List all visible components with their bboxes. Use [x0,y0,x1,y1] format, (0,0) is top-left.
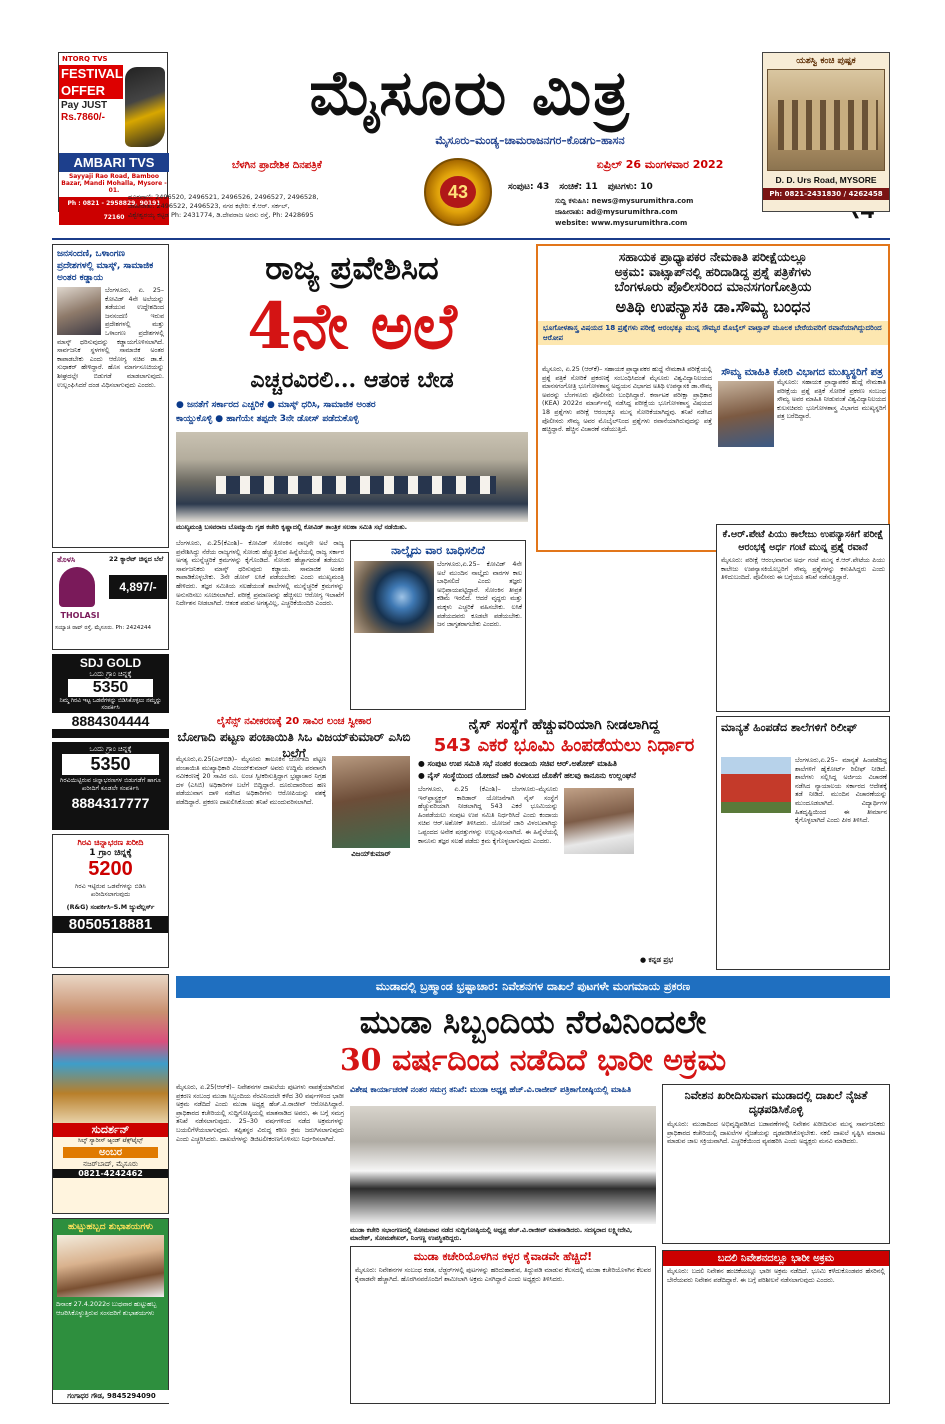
nice-bullet-2: ● ನೈಸ್ ಸಂಸ್ಥೆಯಿಂದ ಯೋಜನೆ ಜಾರಿ ವಿಳಂಬದ ಜೊತೆಗೆ ಹಲವು ಕಾನೂನು ಉಲ್ಲಂಘನೆ [418,771,636,780]
officer-photo [332,756,410,848]
heritage-headline: ಮಾನ್ಯತೆ ಹಿಂಪಡೆದ ಶಾಲೆಗಳಿಗೆ ರಿಲೀಫ್ [721,721,858,734]
inset-box [350,540,526,710]
heritage-story [716,716,890,970]
ad-tholasi[interactable] [52,552,169,650]
phones-line-1: ದೂರವಾಣಿ: 2496520, 2496521, 2496526, 2496527, 2496528, [128,193,319,201]
issue: ಸಂಚಿಕೆ: 11 [559,182,598,192]
kr-body: ಮೈಸೂರು: ಪರೀಕ್ಷೆ ಆರಂಭವಾಗುವ ಅರ್ಧ ಗಂಟೆ ಮುನ್ನ ಕೆ.ಆರ್.ಪೇಟೆಯ ಪಿಯು ಕಾಲೇಜು ಉಪನ್ಯಾಸಕಿಯೊಬ್ಬರಿಗೆ ಸೌಮ್ಯ ಪ್ರಶ್ನೆಗಳನ್ನು ಕಳುಹಿಸಿದ್ದರು ಎಂದು ತಿಳಿದುಬಂದಿದೆ. ಪೊಲೀಸರು ಈ ಬಗ್ಗೆಯೂ ತನಿಖೆ ನಡೆಸುತ್ತಿದ್ದಾರೆ. [721,557,885,582]
bribe-story [176,716,412,970]
ad4-brand: (R&G) ಸಂಪರ್ಕಿಸಿ–S.M ಜ್ಯುವೆಲ್ಲರ್ಸ್ [66,903,155,911]
bribe-headline: ಬೋಗಾದಿ ಪಟ್ಟಣ ಪಂಚಾಯಿತಿ ಸಿಒ ವಿಜಯ್‌ಕುಮಾರ್ ಎಸಿಬಿ ಬಲೆಗೆ [177,730,411,760]
email-ad[interactable]: ಜಾಹೀರಾತು: ad@mysurumithra.com [555,208,678,216]
tholasi-name: THOLASI [60,611,100,620]
meeting-caption: ಮುಖ್ಯಮಂತ್ರಿ ಬಸವರಾಜ ಬೊಮ್ಮಾಯಿ ಗೃಹ ಕಚೇರಿ ಕೃಷ್ಣಾದಲ್ಲಿ ಕೋವಿಡ್ ತಾಂತ್ರಿಕ ಸಲಹಾ ಸಮಿತಿ ಸಭೆ ನಡೆಯಿತು. [176,523,408,531]
muda-right-box-body: ಮೈಸೂರು: ಬದಲಿ ನಿವೇಶನ ಹಂಚಿಕೆಯಲ್ಲೂ ಭಾರೀ ಅಕ್ರಮ ನಡೆದಿದೆ. ಭೂಮಿ ಕಳೆದುಕೊಂಡವರ ಹೆಸರಿನಲ್ಲಿ ಬೇರೆಯವರು ನಿವೇಶನ ಪಡೆದಿದ್ದಾರೆ. ಈ ಬಗ್ಗೆ ಪರಿಶೀಲನೆ ನಡೆಸಲಾಗುವುದು ಎಂದರು. [667,1268,885,1284]
ad-offer: OFFER [59,82,123,99]
sdj-desc: ನಿಮ್ಮ ಗಿರವಿ ಇಟ್ಟ ಒಡವೆಗಳನ್ನು ಬಿಡಿಸಿಕೊಳ್ಳಲು ನಮ್ಮನ್ನು ಸಂಪರ್ಕಿಸಿ [59,698,162,711]
muda-right [662,1084,890,1244]
ad-price: Rs.7860/- [61,112,105,123]
heritage-body: ಬೆಂಗಳೂರು,ಏ.25– ಮಾನ್ಯತೆ ಹಿಂಪಡೆದಿದ್ದ ಶಾಲೆಗಳಿಗೆ ಹೈಕೋರ್ಟ್ ರಿಲೀಫ್ ನೀಡಿದೆ. ಶಾಲೆಗಳು ಸಲ್ಲಿಸಿದ್ದ ಅರ್ಜಿಯ ವಿಚಾರಣೆ ನಡೆಸಿದ ನ್ಯಾಯಾಲಯ ಸರ್ಕಾರದ ಆದೇಶಕ್ಕೆ ತಡೆ ನೀಡಿದೆ. ಮುಂದಿನ ವಿಚಾರಣೆಯನ್ನು ಮುಂದೂಡಲಾಗಿದೆ. ವಿದ್ಯಾರ್ಥಿಗಳ ಹಿತದೃಷ್ಟಿಯಿಂದ ಈ ತೀರ್ಮಾನ ಕೈಗೊಳ್ಳಲಾಗಿದೆ ಎಂದು ಪೀಠ ತಿಳಿಸಿದೆ. [795,757,887,825]
heritage-photo [721,757,791,813]
muda-box-headline: ಮುಡಾ ಕಚೇರಿಯೊಳಗಿನ ಕಳ್ಳರ ಕೈವಾಡವೇ ಹೆಚ್ಚಿದೆ! [413,1250,593,1263]
sudarshan-loc: ನಜರ್‌ಬಾದ್, ಮೈಸೂರು [83,1160,138,1168]
muda-body: ಮೈಸೂರು, ಏ.25(ಆರ್‌ಕೆ)– ನಿವೇಶನಗಳ ದಾಖಲೆಯ ಪುಟಗಳು ನಾಪತ್ತೆಯಾಗಿರುವ ಪ್ರಕರಣ ಸಂಬಂಧ ಮುಡಾ ಸಿಬ್ಬಂದಿಯ ನೆರವಿನಿಂದಲೇ ಕಳೆದ 30 ವರ್ಷಗಳಿಂದ ಭಾರೀ ಅಕ್ರಮ ನಡೆದಿದೆ ಎಂದು ಮುಡಾ ಅಧ್ಯಕ್ಷ ಹೆಚ್.ವಿ.ರಾಜೀವ್ ಆರೋಪಿಸಿದ್ದಾರೆ. ಪ್ರಾಧಿಕಾರದ ಕಚೇರಿಯಲ್ಲಿ ಸುದ್ದಿಗೋಷ್ಠಿಯಲ್ಲಿ ಮಾತನಾಡಿದ ಅವರು, ಈ ಬಗ್ಗೆ ಸಮಗ್ರ ತನಿಖೆ ನಡೆಸಲಾಗುವುದು. 25–30 ವರ್ಷಗಳಿಂದ ನಡೆದ ಅಕ್ರಮಗಳನ್ನು ಬಯಲಿಗೆಳೆಯಲಾಗುವುದು. ತಪ್ಪಿತಸ್ಥರ ವಿರುದ್ಧ ಕಠಿಣ ಕ್ರಮ ಜರುಗಿಸಲಾಗುವುದು ಎಂದು ಎಚ್ಚರಿಸಿದರು. ದಾಖಲೆಗಳನ್ನು ಡಿಜಿಟಲೀಕರಣಗೊಳಿಸಲು ನಿರ್ಧರಿಸಲಾಗಿದೆ. [176,1084,344,1143]
press-photo [350,1106,656,1224]
muda-box [350,1246,656,1404]
muda-right-box-headline: ಬದಲಿ ನಿವೇಶನದಲ್ಲೂ ಭಾರೀ ಅಕ್ರಮ [663,1251,889,1266]
leader-photo [57,1235,164,1297]
letter-headline: ಸೌಮ್ಯ ಮಾಹಿತಿ ಕೋರಿ ವಿಭಾಗದ ಮುಖ್ಯಸ್ಥರಿಗೆ ಪತ್ರ [721,367,883,378]
sudarshan-sub: ಸಿಲ್ಕ್ ಸ್ಯಾರೀಸ್ ಆ್ಯಂಡ್ ಟೆಕ್ಸ್‌ಟೈಲ್ಸ್ [77,1137,144,1144]
nice-body: ಬೆಂಗಳೂರು, ಏ.25 (ಕೆಎಂಶಿ)– ಬೆಂಗಳೂರು–ಮೈಸೂರು ಇನ್‌ಫ್ರಾಸ್ಟ್ರಕ್ಚರ್ ಕಾರಿಡಾರ್ ಯೋಜನೆಗಾಗಿ ನೈಸ್ ಸಂಸ್ಥೆಗೆ ಹೆಚ್ಚುವರಿಯಾಗಿ ನೀಡಲಾಗಿದ್ದ 543 ಎಕರೆ ಭೂಮಿಯನ್ನು ಹಿಂಪಡೆಯಲು ಸಂಪುಟ ಉಪ ಸಮಿತಿ ನಿರ್ಧರಿಸಿದೆ ಎಂದು ಕಂದಾಯ ಸಚಿವ ಆರ್.ಅಶೋಕ್ ತಿಳಿಸಿದರು. ಯೋಜನೆ ಜಾರಿ ವಿಳಂಬವಾಗಿದ್ದು ಒಪ್ಪಂದದ ಅನೇಕ ಷರತ್ತುಗಳನ್ನು ಉಲ್ಲಂಘಿಸಲಾಗಿದೆ. ಈ ಹಿನ್ನೆಲೆಯಲ್ಲಿ ಕಾನೂನು ತಜ್ಞರ ಸಲಹೆ ಪಡೆದು ಕ್ರಮ ಕೈಗೊಳ್ಳಲಾಗುವುದು ಎಂದರು. [418,786,558,845]
muda-banner: ಮುಡಾದಲ್ಲಿ ಬ್ರಹ್ಮಾಂಡ ಭ್ರಷ್ಟಾಚಾರ: ನಿವೇಶನಗಳ ದಾಖಲೆ ಪುಟಗಳೇ ಮಂಗಮಾಯ ಪ್ರಕರಣ [176,976,890,998]
sdj-phone[interactable]: 8884304444 [52,713,169,729]
right-lead-line3: ಬೆಂಗಳೂರು ಪೊಲೀಸರಿಂದ ಮಾನಸಗಂಗೋತ್ರಿಯ [614,280,812,295]
sudarshan-name: ಸುದರ್ಶನ್ [53,1123,168,1137]
lead-bullets [176,398,528,426]
masthead-regions: ಮೈಸೂರು–ಮಂಡ್ಯ–ಚಾಮರಾಜನಗರ–ಕೊಡಗು–ಹಾಸನ [435,134,625,147]
right-lead [536,244,890,552]
sdj-line1: ಒಂದು ಗ್ರಾಂ ಚಿನ್ನಕ್ಕೆ [89,670,132,678]
email-news[interactable]: ಸುದ್ದಿ ಕಳುಹಿಸಿ: news@mysurumithra.com [555,197,694,205]
nice-kicker: ನೈಸ್ ಸಂಸ್ಥೆಗೆ ಹೆಚ್ಚುವರಿಯಾಗಿ ನೀಡಲಾಗಿದ್ದ [468,717,660,733]
scooter-image [125,67,165,147]
ad3-desc: ಗಿರವಿಯಿಟ್ಟಿರುವ ಚಿನ್ನಾಭರಣಗಳ ಬಿಡುಗಡೆಗೆ ಹಾಗೂ ಖರೀದಿಗೆ ಕೂಡಲೇ ಸಂಪರ್ಕಿಸಿ [59,777,162,792]
masthead-rule [52,238,890,240]
bribe-body: ಮೈಸೂರು,ಏ.25(ಎಸ್‌ಬಿಡಿ)– ಮೈಸೂರು ತಾಲೂಕಿನ ಬೋಗಾದಿ ಪಟ್ಟಣ ಪಂಚಾಯಿತಿ ಮುಖ್ಯಾಧಿಕಾರಿ ವಿಜಯ್‌ಕುಮಾರ್ ಅವರು ಉದ್ದಿಮೆ ಪರವಾನಗಿ ನವೀಕರಣಕ್ಕೆ 20 ಸಾವಿರ ರೂ. ಲಂಚ ಸ್ವೀಕರಿಸುತ್ತಿದ್ದಾಗ ಭ್ರಷ್ಟಾಚಾರ ನಿಗ್ರಹ ದಳ (ಎಸಿಬಿ) ಅಧಿಕಾರಿಗಳ ಬಲೆಗೆ ಬಿದ್ದಿದ್ದಾರೆ. ದೂರುದಾರರಿಂದ ಹಣ ಪಡೆಯುವಾಗ ದಾಳಿ ನಡೆಸಿದ ಅಧಿಕಾರಿಗಳು ಆರೋಪಿಯನ್ನು ವಶಕ್ಕೆ ಪಡೆದಿದ್ದಾರೆ. ಪ್ರಕರಣ ದಾಖಲಿಸಿಕೊಂಡು ತನಿಖೆ ಮುಂದುವರಿಸಲಾಗಿದೆ. [176,756,326,806]
minister-photo [564,788,634,854]
ad-gold-2[interactable] [52,742,169,830]
ad-birthday [52,1218,169,1404]
right-lead-kicker: ಸಹಾಯಕ ಪ್ರಾಧ್ಯಾಪಕರ ನೇಮಕಾತಿ ಪರೀಕ್ಷೆಯಲ್ಲೂ [618,250,808,264]
inset-headline: ನಾಲ್ಕೈದು ವಾರ ಬಾಧಿಸಲಿದೆ [391,544,485,557]
anniversary-number: 43 [440,176,476,208]
ambar-logo: ಅಂಬರ [63,1147,158,1158]
lead-body: ಬೆಂಗಳೂರು, ಏ.25(ಕೆಎಂಶಿ)– ಕೋವಿಡ್ ಸೋಂಕಿನ ನಾಲ್ಕನೇ ಅಲೆ ರಾಜ್ಯ ಪ್ರವೇಶಿಸಿದ್ದು ನೆರೆಯ ರಾಜ್ಯಗಳಲ್ಲಿ ಸೋಂಕು ಹೆಚ್ಚುತ್ತಿರುವ ಹಿನ್ನೆಲೆಯಲ್ಲಿ ರಾಜ್ಯ ಸರ್ಕಾರ ಅಗತ್ಯ ಮುನ್ನೆಚ್ಚರಿಕೆ ಕ್ರಮಗಳನ್ನು ಕೈಗೊಂಡಿದೆ. ಸೋಂಕು ಹೆಚ್ಚಾಗದಂತೆ ತಡೆಯಲು ಸಾರ್ವಜನಿಕರು ಮಾಸ್ಕ್ ಧರಿಸುವುದು ಕಡ್ಡಾಯ. ಸಾಮಾಜಿಕ ಅಂತರ ಕಾಪಾಡಿಕೊಳ್ಳಬೇಕು. 3ನೇ ಡೋಸ್ ಲಸಿಕೆ ಪಡೆಯಬೇಕು ಎಂದು ಮುಖ್ಯಮಂತ್ರಿ ಹೇಳಿದರು. ತಜ್ಞರ ಸಮಿತಿಯ ಸಲಹೆಯಂತೆ ಶಾಲೆಗಳಲ್ಲಿ ಮುನ್ನೆಚ್ಚರಿಕೆ ಕ್ರಮಗಳನ್ನು ಅನುಸರಿಸಲು ಸೂಚಿಸಲಾಗಿದೆ. ಪರೀಕ್ಷೆ ಪ್ರಮಾಣವನ್ನು ಹೆಚ್ಚಿಸಲು ಆರೋಗ್ಯ ಇಲಾಖೆಗೆ ನಿರ್ದೇಶನ ನೀಡಲಾಗಿದೆ. ಆತಂಕ ಪಡುವ ಅಗತ್ಯವಿಲ್ಲ, ಎಚ್ಚರಿಕೆಯಿಂದಿರಿ ಎಂದರು. [176,540,344,608]
tholasi-addr: ಸಯ್ಯಾಜಿ ರಾವ್ ರಸ್ತೆ, ಮೈಸೂರು. Ph: 2424244 [55,625,151,631]
ad4-title: ಗಿರವಿ ಚಿನ್ನಾಭರಣ ಖರೀದಿ [77,838,144,847]
masthead-contacts [555,196,775,229]
muda-subhead: ವಿಶೇಷ ಕಾರ್ಯಾಚರಣೆ ನಂತರ ಸಮಗ್ರ ತನಿಖೆ: ಮುಡಾ ಅಧ್ಯಕ್ಷ ಹೆಚ್.ವಿ.ರಾಜೀವ್ ಪತ್ರಿಕಾಗೋಷ್ಠಿಯಲ್ಲಿ ಮಾಹಿತಿ [350,1085,632,1094]
virus-photo [354,561,434,633]
letter-body: ಮೈಸೂರು: ಸಹಾಯಕ ಪ್ರಾಧ್ಯಾಪಕರ ಹುದ್ದೆ ನೇಮಕಾತಿ ಪರೀಕ್ಷೆಯ ಪ್ರಶ್ನೆ ಪತ್ರಿಕೆ ಸೋರಿಕೆ ಪ್ರಕರಣ ಸಂಬಂಧ ಸೌಮ್ಯ ಅವರ ಮಾಹಿತಿ ನೀಡುವಂತೆ ವಿಶ್ವವಿದ್ಯಾನಿಲಯದ ಕುಲಸಚಿವರು ಭೂಗೋಳಶಾಸ್ತ್ರ ವಿಭಾಗದ ಮುಖ್ಯಸ್ಥರಿಗೆ ಪತ್ರ ಬರೆದಿದ್ದಾರೆ. [777,379,886,421]
masthead-date: ಏಪ್ರಿಲ್ 26 ಮಂಗಳವಾರ 2022 [596,158,724,171]
muda-headline-1: ಮುಡಾ ಸಿಬ್ಬಂದಿಯ ನೆರವಿನಿಂದಲೇ [359,1003,707,1041]
website-link[interactable]: website: www.mysurumithra.com [555,219,688,227]
officer-caption: ವಿಜಯ್‌ಕುಮಾರ್ [351,850,391,858]
right-lead-line2: ಅಕ್ರಮ: ವಾಟ್ಸಾಪ್‌ನಲ್ಲಿ ಹರಿದಾಡಿದ್ದ ಪ್ರಶ್ನೆ ಪತ್ರಿಕೆಗಳು [614,265,812,279]
right-lead-body: ಮೈಸೂರು, ಏ.25 (ಆರ್‌ಕೆ)– ಸಹಾಯಕ ಪ್ರಾಧ್ಯಾಪಕರ ಹುದ್ದೆ ನೇಮಕಾತಿ ಪರೀಕ್ಷೆಯಲ್ಲಿ ಪ್ರಶ್ನೆ ಪತ್ರಿಕೆ ಸೋರಿಕೆ ಪ್ರಕರಣಕ್ಕೆ ಸಂಬಂಧಿಸಿದಂತೆ ಮೈಸೂರು ವಿಶ್ವವಿದ್ಯಾನಿಲಯದ ಮಾನಸಗಂಗೋತ್ರಿ ಭೂಗೋಳಶಾಸ್ತ್ರ ಅಧ್ಯಯನ ವಿಭಾಗದ ಅತಿಥಿ ಉಪನ್ಯಾಸಕಿ ಡಾ.ಸೌಮ್ಯ ಅವರನ್ನು ಬೆಂಗಳೂರು ಪೊಲೀಸರು ಬಂಧಿಸಿದ್ದಾರೆ. ಕರ್ನಾಟಕ ಪರೀಕ್ಷಾ ಪ್ರಾಧಿಕಾರ (KEA) 2022ರ ಮಾರ್ಚ್‌ನಲ್ಲಿ ನಡೆಸಿದ್ದ ಪರೀಕ್ಷೆಯ ಭೂಗೋಳಶಾಸ್ತ್ರ ವಿಷಯದ 18 ಪ್ರಶ್ನೆಗಳು ಪರೀಕ್ಷೆ ಆರಂಭಕ್ಕೂ ಮುನ್ನ ಸೋರಿಕೆಯಾಗಿದ್ದವು. ತನಿಖೆ ನಡೆಸಿದ ಪೊಲೀಸರು ಸೌಮ್ಯ ಅವರ ಮೊಬೈಲ್‌ನಿಂದ ಪ್ರಶ್ನೆಗಳು ರವಾನೆಯಾಗಿರುವುದನ್ನು ಪತ್ತೆ ಹಚ್ಚಿದ್ದಾರೆ. ಹೆಚ್ಚಿನ ವಿಚಾರಣೆ ನಡೆಯುತ್ತಿದೆ. [542,366,712,434]
muda-box-body: ಮೈಸೂರು: ನಿವೇಶನಗಳ ಸಂಬಂಧ ಕಡತ, ಲೆಡ್ಜರ್‌ಗಳಲ್ಲಿ ಪುಟಗಳನ್ನು ಹರಿದುಹಾಕುವ, ತಿದ್ದುಪಡಿ ಮಾಡುವ ಕೆಲಸದಲ್ಲಿ ಮುಡಾ ಕಚೇರಿಯೊಳಗಿನ ಕೆಲವರ ಕೈವಾಡವೇ ಹೆಚ್ಚಾಗಿದೆ. ಹೊರಗಿನವರೊಂದಿಗೆ ಶಾಮೀಲಾಗಿ ಅಕ್ರಮ ಎಸಗಿದ್ದಾರೆ ಎಂದು ಅಧ್ಯಕ್ಷರು ತಿಳಿಸಿದರು. [355,1267,651,1283]
bday-body: ದಿನಾಂಕ 27.4.2022ರ ಬುಧವಾರ ಹುಟ್ಟುಹಬ್ಬ ಆಚರಿಸಿಕೊಳ್ಳುತ್ತಿರುವ ಸಂಸದರಿಗೆ ಶುಭಾಶಯಗಳು [56,1300,157,1317]
ad3-price: 5350 [62,754,159,775]
left-brief [52,244,169,548]
professor-photo [718,381,774,447]
sudarshan-phone[interactable]: 0821-4242462 [53,1169,168,1178]
ad-right-top[interactable] [762,52,890,212]
ad-festival: FESTIVAL [61,66,123,81]
ad-address: Sayyaji Rao Road, Bamboo Bazar, Mandi Mohalla, Mysore - 01. [61,173,167,194]
right-lead-summary: ಭೂಗೋಳಶಾಸ್ತ್ರ ವಿಷಯದ 18 ಪ್ರಶ್ನೆಗಳು ಪರೀಕ್ಷೆ ಆರಂಭಕ್ಕೂ ಮುನ್ನ ಸೌಮ್ಯರ ಮೊಬೈಲ್ ವಾಟ್ಸಾಪ್ ಮೂಲಕ ಬೇರೆಯವರಿಗೆ ರವಾನೆಯಾಗಿದ್ದುದರಿಂದ ಆರೋಪ [538,321,888,345]
lead-kicker: ರಾಜ್ಯ ಪ್ರವೇಶಿಸಿದ [265,249,439,287]
lead-bullet-1: ● ಜನತೆಗೆ ಸರ್ಕಾರದ ಎಚ್ಚರಿಕೆ ● ಮಾಸ್ಕ್ ಧರಿಸಿ, ಸಾಮಾಜಿಕ ಅಂತರ [176,400,376,410]
building-image [767,69,885,171]
kr-college [716,524,890,712]
sdj-price: 5350 [68,679,153,697]
ad4-line: 1 ಗ್ರಾಂ ಚಿನ್ನಕ್ಕೆ [89,848,132,858]
lead-bullet-2: ಕಾಯ್ದುಕೊಳ್ಳಿ ● ಹಾಗೆಯೇ ತಪ್ಪದೇ 3ನೇ ಡೋಸ್ ಪಡೆದುಕೊಳ್ಳಿ [176,414,359,424]
tholasi-logo [59,567,95,607]
muda-headline-2: 30 ವರ್ಷದಿಂದ ನಡೆದಿದೆ ಭಾರೀ ಅಕ್ರಮ [339,1043,727,1078]
bday-title: ಹುಟ್ಟುಹಬ್ಬದ ಶುಭಾಶಯಗಳು [67,1222,154,1232]
phones-line-2: ಜಾಹೀರಾತು: 2496522, 2496523, ನಗರ ಕಛೇರಿ: ಕೆ.ಆರ್. ಸರ್ಕಲ್, [128,202,290,210]
lead-deck: ಎಚ್ಚರವಿರಲಿ... ಆತಂಕ ಬೇಡ [250,367,454,393]
ad4-phone[interactable]: 8050518881 [53,916,168,933]
ad-dealer: AMBARI TVS [59,153,169,172]
kr-headline: ಕೆ.ಆರ್.ಪೇಟೆ ಪಿಯು ಕಾಲೇಜು ಉಪನ್ಯಾಸಕಿಗೆ ಪರೀಕ್ಷೆ ಆರಂಭಕ್ಕೆ ಅರ್ಧ ಗಂಟೆ ಮುನ್ನ ಪ್ರಶ್ನೆ ರವಾನೆ [722,529,884,553]
tholasi-note: 22 ಕ್ಯಾರೆಟ್ ಚಿನ್ನದ ಬೆಲೆ [109,555,164,563]
ad4-desc: ಗಿರವಿ ಇಟ್ಟಿರುವ ಒಡವೆಗಳನ್ನು ಬಿಡಿಸಿ ಖರೀದಿಸಲಾಗುವುದು [75,883,146,898]
bday-footer: ಗಂಗಾಧರ ಗೌಡ, 9845294090 [53,1390,170,1403]
ad-left-top[interactable] [58,52,168,221]
anniversary-emblem [424,158,492,226]
ad-gold-3[interactable] [52,834,169,968]
letter-box [718,366,886,492]
meeting-photo [176,432,528,522]
masthead-volume-row [508,182,768,192]
ad-right-name: ಯಶಸ್ವಿ ಕಂಚಿ ಪುಷ್ಪಕ [796,56,856,66]
ad-brand: NTORQ TVS [62,55,108,63]
muda-right-headline: ನಿವೇಶನ ಖರೀದಿಸುವಾಗ ಮುಡಾದಲ್ಲಿ ದಾಖಲೆ ನೈಜತೆ ದೃಢಪಡಿಸಿಕೊಳ್ಳಿ [684,1089,868,1116]
ad-pay: Pay JUST [61,100,108,111]
inset-body: ಬೆಂಗಳೂರು,ಏ.25– ಕೋವಿಡ್ 4ನೇ ಅಲೆ ಮುಂದಿನ ನಾಲ್ಕೈದು ವಾರಗಳ ಕಾಲ ಬಾಧಿಸಲಿದೆ ಎಂದು ತಜ್ಞರು ಅಭಿಪ್ರಾಯಪಟ್ಟಿದ್ದಾರೆ. ಸೋಂಕಿನ ತೀವ್ರತೆ ಕಡಿಮೆ ಇರಲಿದೆ. ಆದರೆ ವೃದ್ಧರು ಮತ್ತು ಮಕ್ಕಳು ಎಚ್ಚರಿಕೆ ವಹಿಸಬೇಕು. ಲಸಿಕೆ ಪಡೆಯದವರು ಕೂಡಲೇ ಪಡೆಯಬೇಕು. ಜನ ಜಾಗೃತರಾಗಬೇಕು ಎಂದರು. [437,561,522,629]
left-brief-body: ಬೆಂಗಳೂರು, ಏ. 25– ಕೋವಿಡ್ 4ನೇ ಅಲೆಯನ್ನು ತಡೆಯುವ ಉದ್ದೇಶದಿಂದ ಜನಸಂದಣಿ ಇರುವ ಪ್ರದೇಶಗಳಲ್ಲಿ ಮತ್ತು ಒಳಾಂಗಣ ಪ್ರದೇಶಗಳಲ್ಲಿ ಮಾಸ್ಕ್ ಧರಿಸುವುದನ್ನು ಕಡ್ಡಾಯಗೊಳಿಸಲಾಗಿದೆ. ಸಾರ್ವಜನಿಕ ಸ್ಥಳಗಳಲ್ಲಿ ಸಾಮಾಜಿಕ ಅಂತರ ಕಾಪಾಡಬೇಕು ಎಂದು ಆರೋಗ್ಯ ಸಚಿವ ಡಾ.ಕೆ. ಸುಧಾಕರ್ ಹೇಳಿದ್ದಾರೆ. ಹೊಸ ಮಾರ್ಗಸೂಚಿಯನ್ನು ಶೀಘ್ರದಲ್ಲೇ ಬಿಡುಗಡೆ ಮಾಡಲಾಗುವುದು. ಉಲ್ಲಂಘಿಸಿದರೆ ದಂಡ ವಿಧಿಸಲಾಗುವುದು ಎಂದರು. [57,287,164,389]
nice-byline: ● ಕನ್ನಡ ಪ್ರಭ [640,956,674,964]
pages: ಪುಟಗಳು: 10 [607,182,653,192]
left-brief-headline: ಜನಸಂದಣಿ, ಒಳಾಂಗಣ ಪ್ರದೇಶಗಳಲ್ಲಿ ಮಾಸ್ಕ್, ಸಾಮಾಜಿಕ ಅಂತರ ಕಡ್ಡಾಯ [57,249,154,283]
masthead-tagline: ಬೆಳಗಿನ ಪ್ರಾದೇಶಿಕ ದಿನಪತ್ರಿಕೆ [232,160,322,171]
ad-sudarshan[interactable] [52,974,169,1214]
ad-right-address: D. D. Urs Road, MYSORE [775,175,877,185]
ad3-phone[interactable]: 8884317777 [71,795,150,811]
masthead-title: ಮೈಸೂರು ಮಿತ್ರ [309,56,631,129]
ad4-price: 5200 [88,858,133,880]
ad3-line1: ಒಂದು ಗ್ರಾಂ ಚಿನ್ನಕ್ಕೆ [89,745,132,753]
nice-headline: 543 ಎಕರೆ ಭೂಮಿ ಹಿಂಪಡೆಯಲು ನಿರ್ಧಾರ [433,735,695,756]
right-lead-headline: ಅತಿಥಿ ಉಪನ್ಯಾಸಕಿ ಡಾ.ಸೌಮ್ಯ ಬಂಧನ [615,297,811,316]
nice-story [418,716,710,970]
masthead-phones [128,193,428,223]
phones-line-3: ವಿಶ್ವೇಶ್ವರಯ್ಯ ಕಟ್ಟಡ Ph: 2431774, ಡಿ.ದೇವರಾಜ ಅರಸು ರಸ್ತೆ, Ph: 2428695 [128,211,314,219]
left-brief-photo [57,287,101,335]
press-caption: ಮುಡಾ ಕಚೇರಿ ಸಭಾಂಗಣದಲ್ಲಿ ಸೋಮವಾರ ನಡೆದ ಸುದ್ದಿಗೋಷ್ಠಿಯಲ್ಲಿ ಅಧ್ಯಕ್ಷ ಹೆಚ್.ವಿ.ರಾಜೀವ್ ಮಾತನಾಡಿದರು. ಸದಸ್ಯರಾದ ಲಕ್ಷ್ಮೀದೇವಿ, ಮಾದೇಶ್, ಸೋಮಶೇಖರ್, ನಿಂಗಣ್ಣ ಉಪಸ್ಥಿತರಿದ್ದರು. [350,1226,633,1242]
tholasi-price: 4,897/- [109,575,167,599]
model-image [53,975,168,1123]
nice-bullet-1: ● ಸಂಪುಟ ಉಪ ಸಮಿತಿ ಸಭೆ ನಂತರ ಕಂದಾಯ ಸಚಿವ ಆರ್.ಅಶೋಕ್ ಮಾಹಿತಿ [418,759,617,768]
lead-headline: 4ನೇ ಅಲೆ [247,289,457,364]
muda-right-box [662,1250,890,1404]
sdj-title: SDJ GOLD [79,656,142,670]
muda-right-body: ಮೈಸೂರು: ಮುಡಾದಿಂದ ಅಭಿವೃದ್ಧಿಪಡಿಸಿದ ಬಡಾವಣೆಗಳಲ್ಲಿ ನಿವೇಶನ ಖರೀದಿಸುವ ಮುನ್ನ ಸಾರ್ವಜನಿಕರು ಪ್ರಾಧಿಕಾರದ ಕಚೇರಿಯಲ್ಲಿ ದಾಖಲೆಗಳ ನೈಜತೆಯನ್ನು ದೃಢಪಡಿಸಿಕೊಳ್ಳಬೇಕು. ನಕಲಿ ದಾಖಲೆ ಸೃಷ್ಟಿಸಿ ಮಾರಾಟ ಮಾಡುವ ಜಾಲ ಸಕ್ರಿಯವಾಗಿದೆ. ಎಚ್ಚರಿಕೆಯಿಂದ ವ್ಯವಹರಿಸಿ ಎಂದು ಅಧ್ಯಕ್ಷರು ಮನವಿ ಮಾಡಿದರು. [667,1121,885,1146]
volume: ಸಂಪುಟ: 43 [508,182,550,192]
ad-phone: Ph : 0821 - 2958829, 90191 72160 [59,197,169,225]
ad-right-phone: Ph: 0821-2431830 / 4262458 [763,188,889,200]
ad-sdj[interactable] [52,654,169,738]
bribe-kicker: ಲೈಸೆನ್ಸ್ ನವೀಕರಣಕ್ಕೆ 20 ಸಾವಿರ ಲಂಚ ಸ್ವೀಕಾರ [216,716,372,727]
tholasi-top: ತೊಳಸಿ [57,555,76,564]
